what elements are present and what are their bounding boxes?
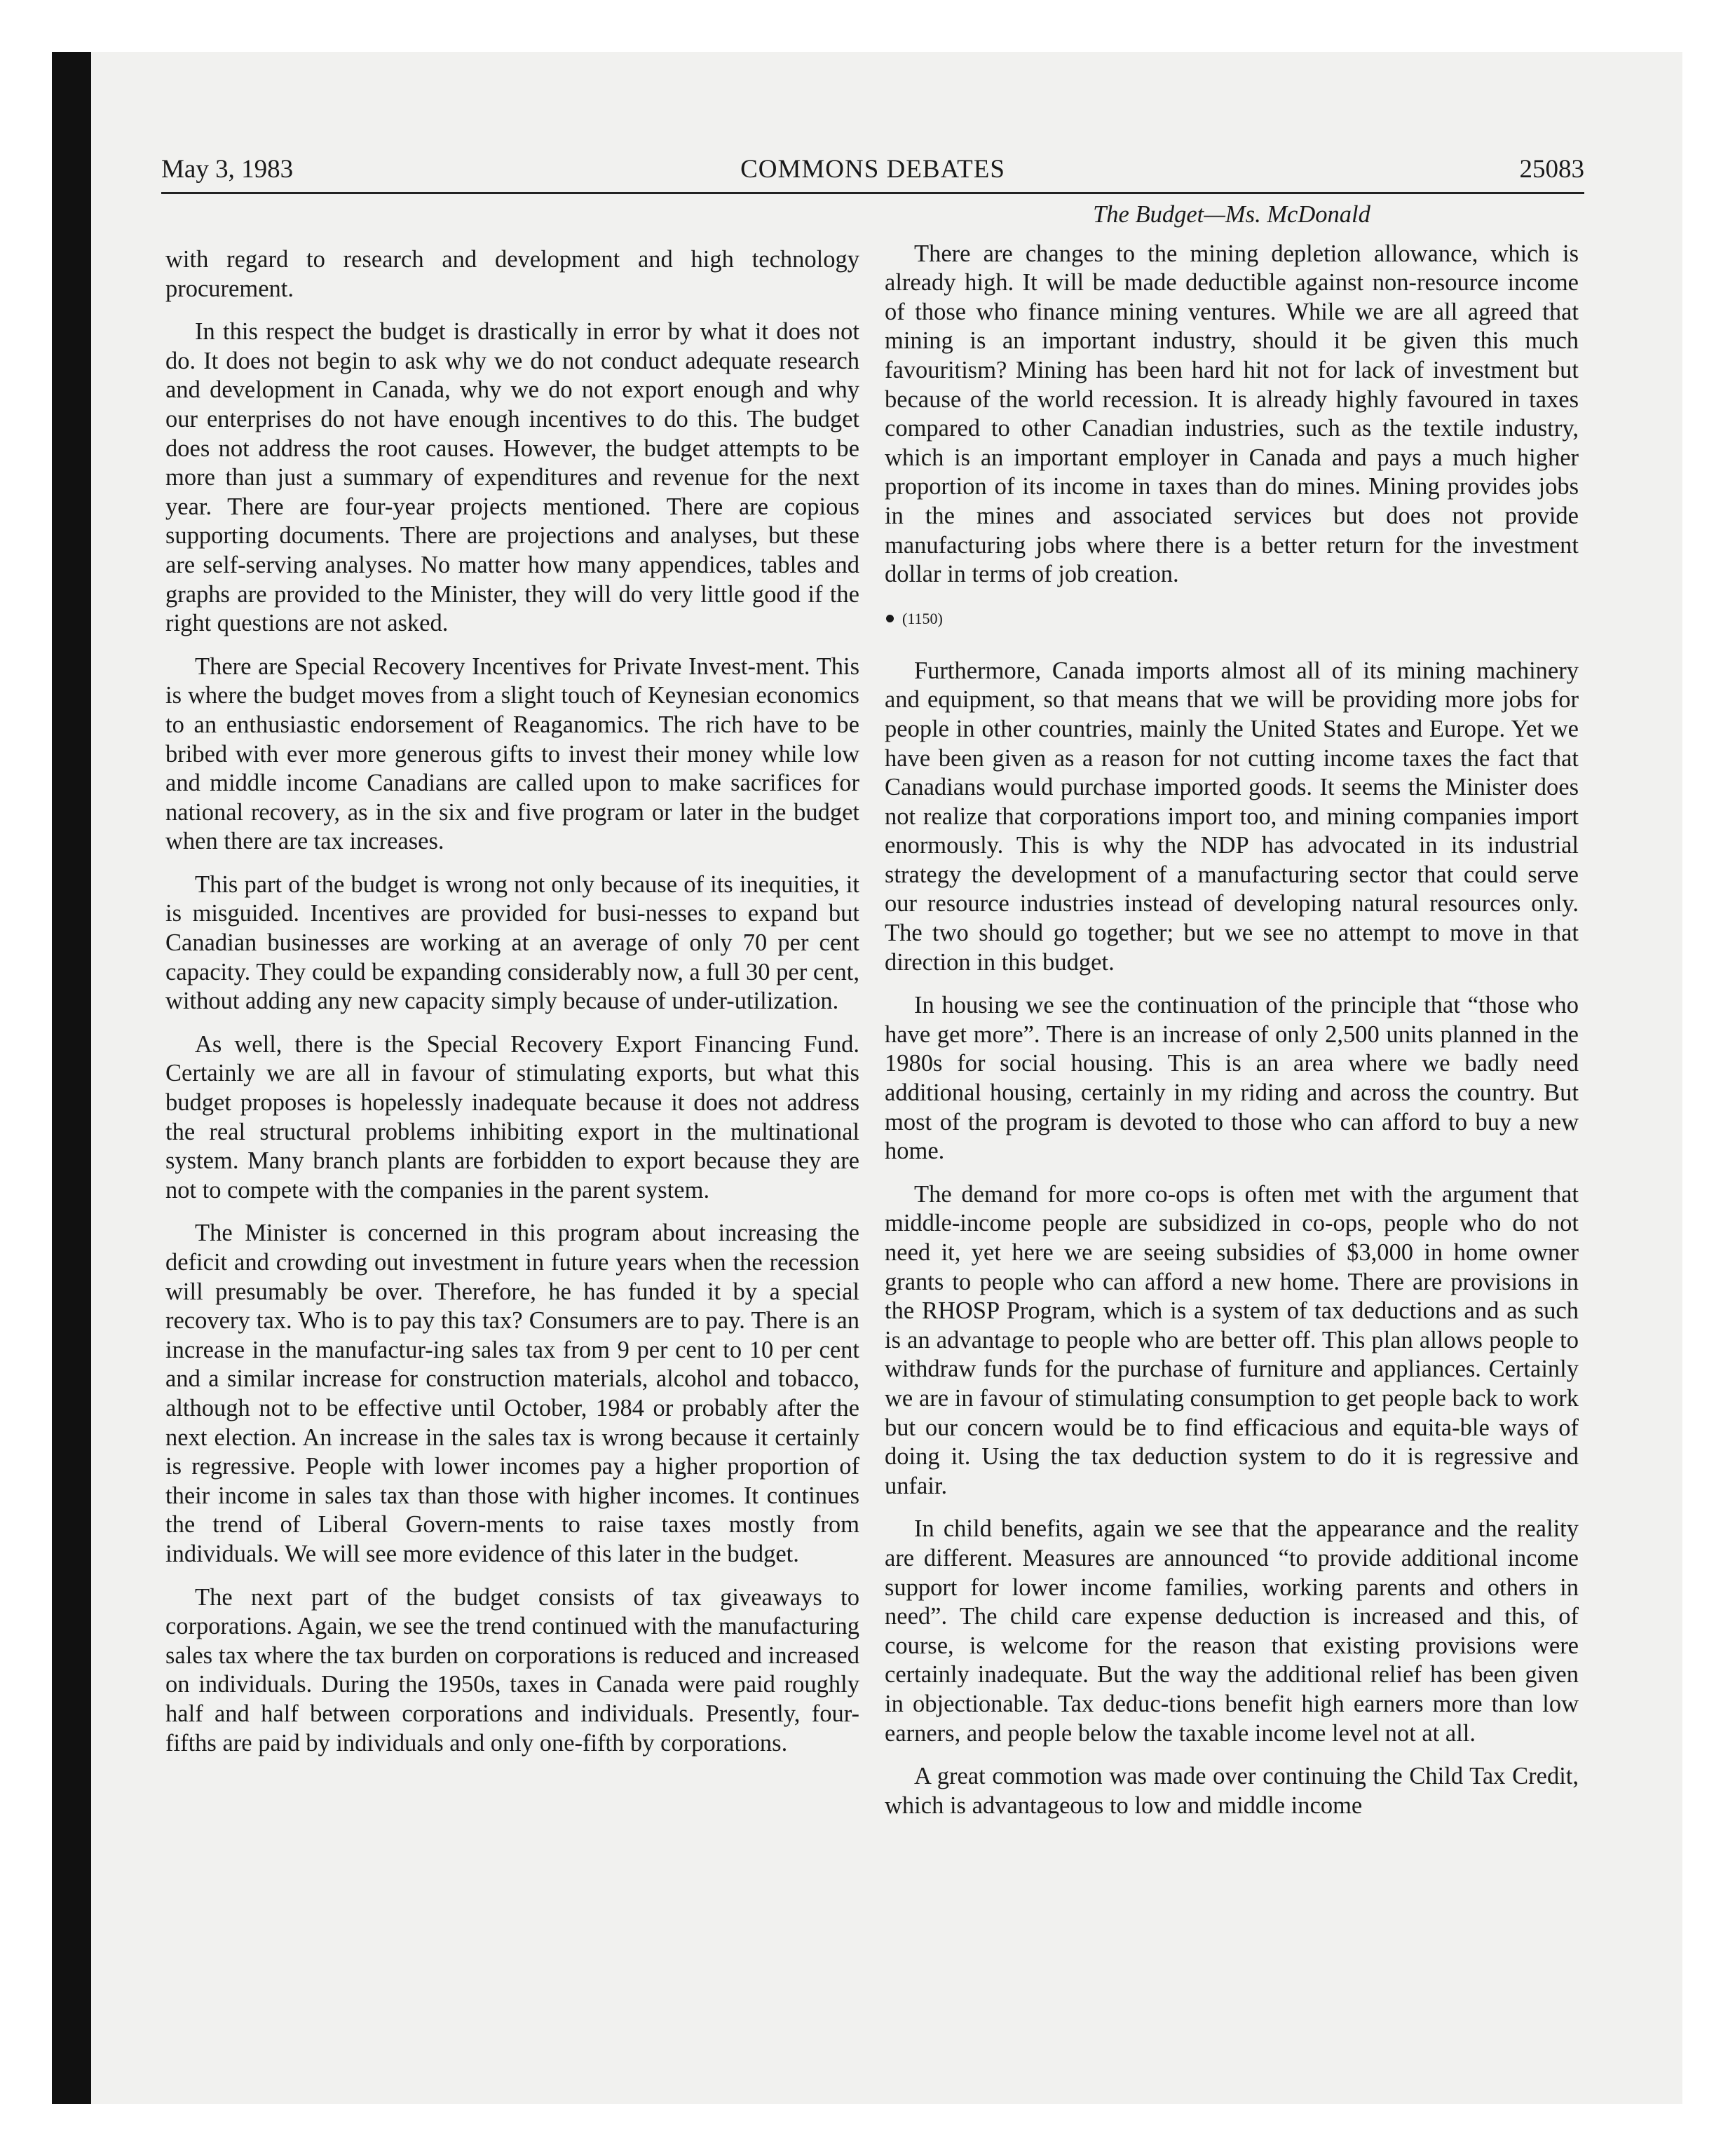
time-marker-text: (1150) bbox=[902, 609, 943, 627]
paragraph: There are changes to the mining depletion allowance, which is already high. It will be made deductible against non-resource income of those who finance mining ventures. While we are all agreed that mining is an important industry, should it be given this much favouritism? Mining has been hard hit not for lack of investment but because of the world recession. It is already highly favoured in taxes compared to other Canadian industries, such as the textile industry, which is an important employer in Canada and pays a much higher proportion of its income in taxes than do mines. Mining provides jobs in the mines and associated services but does not provide manufacturing jobs where there is a better return for the investment dollar in terms of job creation. bbox=[885, 240, 1579, 588]
paragraph: In child benefits, again we see that the appearance and the reality are different. Measures are announced “to provide additional income support for lower income families, working parents and others in need”. The child care expense deduction is increased and this, of course, is welcome for the reason that existing provisions were certainly inadequate. But the way the additional relief has been given in objectionable. Tax deduc-tions benefit high earners more than low earners, and people below the taxable income level not at all. bbox=[885, 1515, 1579, 1747]
paragraph: In housing we see the continuation of the principle that “those who have get more”. There is an increase of only 2,500 units planned in the 1980s for social housing. This is an area where we badly need additional housing, certainly in my riding and across the country. But most of the program is devoted to those who can afford to buy a new home. bbox=[885, 992, 1579, 1165]
header-publication-title: COMMONS DEBATES bbox=[740, 155, 1005, 184]
running-head: The Budget—Ms. McDonald bbox=[1093, 201, 1370, 228]
bullet-icon bbox=[886, 615, 894, 622]
paragraph: The demand for more co-ops is often met with the argument that middle-income people are subsidized in co-ops, people who do not need it, yet here we are seeing subsidies of $3,000 in home owner grants to people who can afford a new home. There are provisions in the RHOSP Program, which is a system of tax deductions and as such is an advantage to people who are better off. This plan allows people to withdraw funds for the purchase of furniture and appliances. Certainly we are in favour of stimulating consumption to get people back to work but our concern would be to find efficacious and equita-ble ways of doing it. Using the tax deduction system to do it is regressive and unfair. bbox=[885, 1180, 1579, 1499]
paragraph: This part of the budget is wrong not only because of its inequities, it is misguided. Incentives are provided for busi-nesses to expand but Canadian businesses are working at an average of only 70 per cent capacity. They could be expanding considerably now, a full 30 per cent, without adding any new capacity simply because of under-utilization. bbox=[165, 871, 859, 1015]
paragraph: with regard to research and development and high technology procurement. bbox=[165, 246, 859, 302]
paragraph: A great commotion was made over continuing the Child Tax Credit, which is advantageous to low and middle income bbox=[885, 1763, 1579, 1819]
paragraph: As well, there is the Special Recovery Export Financing Fund. Certainly we are all in favour of stimulating exports, but what this budget proposes is hopelessly inadequate because it does not address the real structural problems inhibiting export in the multinational system. Many branch plants are forbidden to export because they are not to compete with the companies in the parent system. bbox=[165, 1030, 859, 1203]
header-page-number: 25083 bbox=[1519, 155, 1584, 184]
paragraph: There are Special Recovery Incentives for Private Invest-ment. This is where the budget moves from a slight touch of Keynesian economics to an enthusiastic endorsement of Reaganomics. The rich have to be bribed with ever more generous gifts to invest their money while low and middle income Canadians are called upon to make sacrifices for national recovery, as in the six and five program or later in the budget when there are tax increases. bbox=[165, 653, 859, 855]
paragraph: Furthermore, Canada imports almost all of its mining machinery and equipment, so that means that we will be providing more jobs for people in other countries, mainly the United States and Europe. Yet we have been given as a reason for not cutting income taxes the fact that Canadians would purchase imported goods. It seems the Minister does not realize that corporations import too, and mining companies import enormously. This is why the NDP has advocated in its industrial strategy the development of a manufacturing sector that could serve our resource industries instead of developing natural resources only. The two should go together; but we see no attempt to move in that direction in this budget. bbox=[885, 657, 1579, 976]
paragraph: The next part of the budget consists of tax giveaways to corporations. Again, we see the trend continued with the manufacturing sales tax where the tax burden on corporations is reduced and increased on individuals. During the 1950s, taxes in Canada were paid roughly half and half between corporations and individuals. Presently, four-fifths are paid by individuals and only one-fifth by corporations. bbox=[165, 1583, 859, 1756]
page-header bbox=[161, 151, 1584, 194]
header-date: May 3, 1983 bbox=[161, 155, 294, 184]
paragraph: The Minister is concerned in this program about increasing the deficit and crowding out investment in future years when the recession will presumably be over. Therefore, he has funded it by a special recovery tax. Who is to pay this tax? Consumers are to pay. There is an increase in the manufactur-ing sales tax from 9 per cent to 10 per cent and a similar increase for construction materials, alcohol and tobacco, although not to be effective until October, 1984 or probably after the next election. An increase in the sales tax is wrong because it certainly is regressive. People with lower incomes pay a higher proportion of their income in sales tax than those with higher incomes. It continues the trend of Liberal Govern-ments to raise taxes mostly from individuals. We will see more evidence of this later in the budget. bbox=[165, 1220, 859, 1567]
time-marker bbox=[885, 605, 1579, 633]
left-column bbox=[165, 245, 859, 1772]
paragraph: In this respect the budget is drastically in error by what it does not do. It does not begin to ask why we do not conduct adequate research and development in Canada, why we do not export enough and why our enterprises do not have enough incentives to do this. The budget does not address the root causes. However, the budget attempts to be more than just a summary of expenditures and revenue for the next year. There are four-year projects mentioned. There are copious supporting documents. There are projections and analyses, but these are self-serving analyses. No matter how many appendices, tables and graphs are provided to the Minister, they will do very little good if the right questions are not asked. bbox=[165, 318, 859, 637]
scan-binding-edge bbox=[52, 52, 91, 2104]
right-column bbox=[885, 200, 1579, 1834]
